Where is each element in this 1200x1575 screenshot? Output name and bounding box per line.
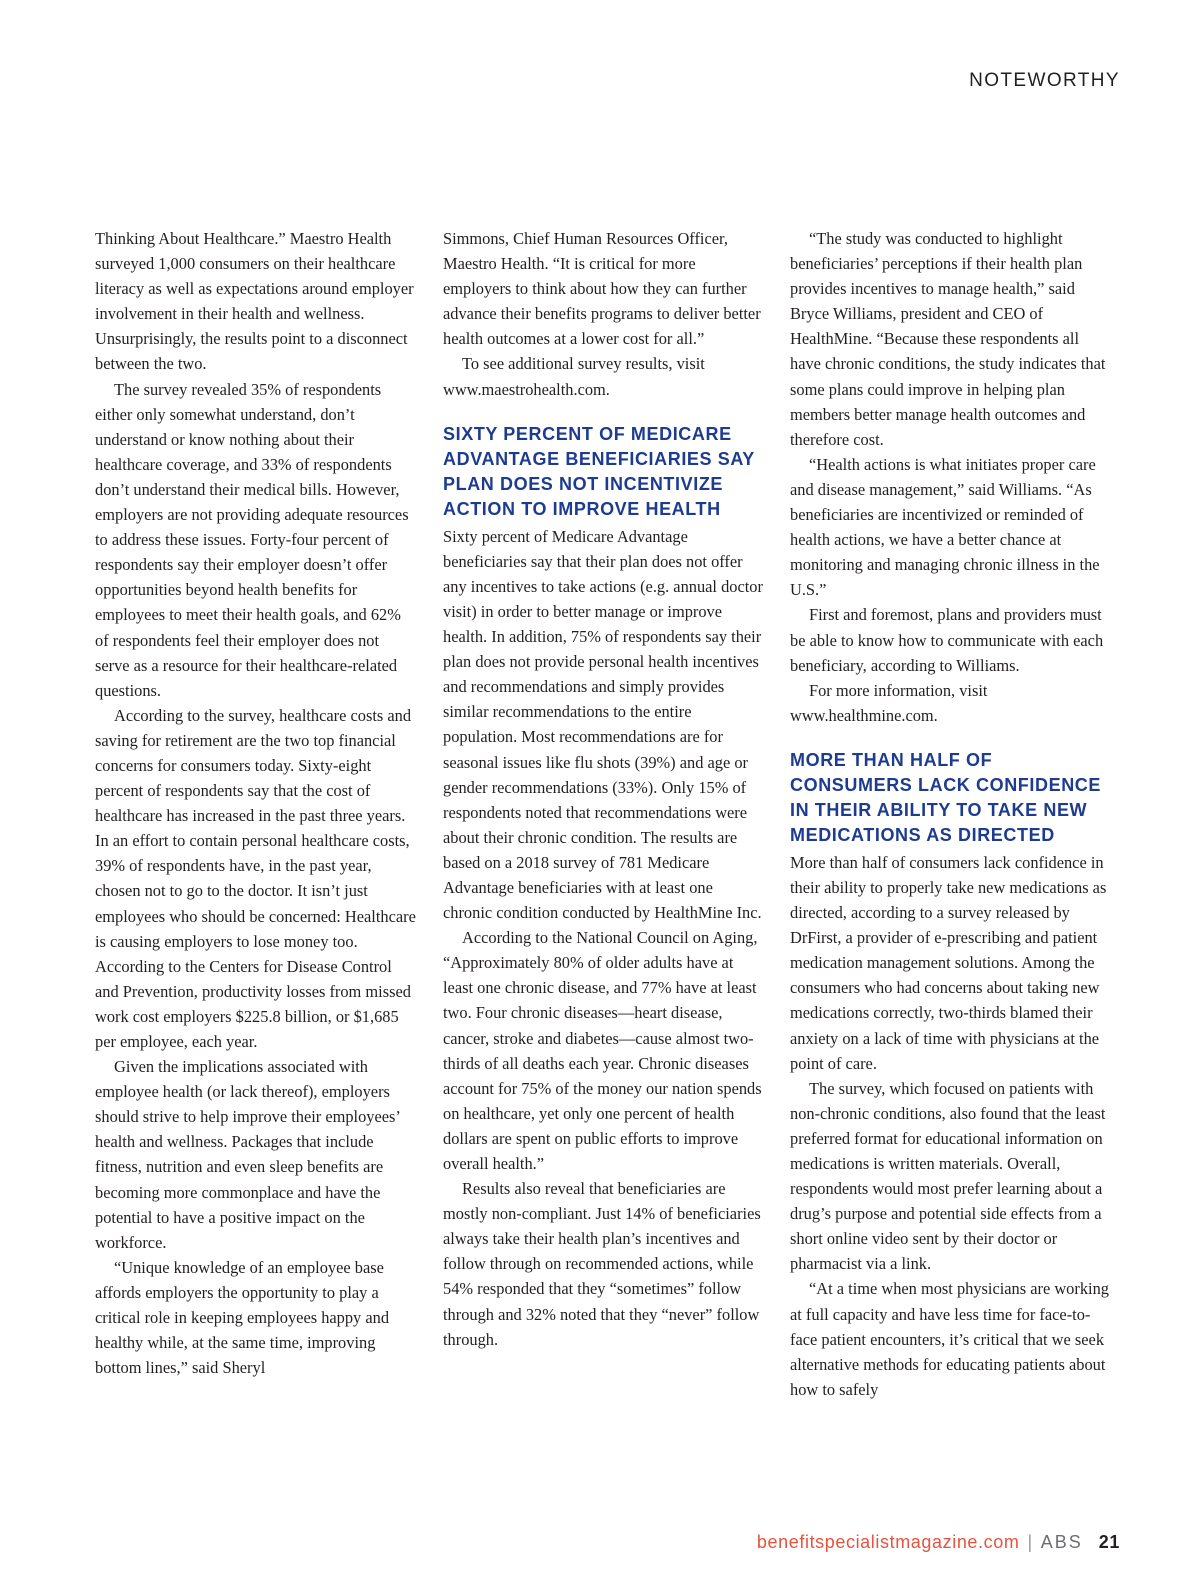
- body-paragraph: Results also reveal that beneficiaries are mostly non-compliant. Just 14% of beneficiaries always take their health plan’s incentives and follow through on recommended actions, while 54% responded that they “sometimes” follow through and 32% noted that they “never” follow through.: [443, 1179, 761, 1349]
- body-paragraph: According to the National Council on Aging, “Approximately 80% of older adults have at least one chronic disease, and 77% have at least two. Four chronic diseases—heart disease, cancer, stroke and diabetes—cause almost two-thirds of all deaths each year. Chronic diseases account for 75% of the money our nation spends on healthcare, yet only one percent of health dollars are spent on public efforts to improve overall health.”: [443, 928, 762, 1173]
- body-paragraph: Sixty percent of Medicare Advantage beneficiaries say that their plan does not offer any incentives to take actions (e.g. annual doctor visit) in order to better manage or improve health. In addition, 75% of respondents say their plan does not provide personal health incentives and recommendations and simply provides similar recommendations to the entire population. Most recommendations are for seasonal issues like flu shots (39%) and age or gender recommendations (33%). Only 15% of respondents noted that recommendations were about their chronic condition. The results are based on a 2018 survey of 781 Medicare Advantage beneficiaries with at least one chronic condition conducted by HealthMine Inc.: [443, 526, 763, 923]
- body-paragraph: More than half of consumers lack confidence in their ability to properly take new medications as directed, according to a survey released by DrFirst, a provider of e-prescribing and patient medication management solutions. Among the consumers who had concerns about taking new medications correctly, two-thirds blamed their anxiety on a lack of time with physicians at the point of care.: [790, 852, 1107, 1073]
- body-paragraph: Simmons, Chief Human Resources Officer, Maestro Health. “It is critical for more employers to think about how they can further advance their benefits programs to deliver better health outcomes at a lower cost for all.”: [443, 229, 761, 349]
- body-paragraph: “The study was conducted to highlight beneficiaries’ perceptions if their health plan provides incentives to manage health,” said Bryce Williams, president and CEO of HealthMine. “Because these respondents all have chronic conditions, the study indicates that some plans could improve in helping plan members better manage health outcomes and therefore cost.: [790, 229, 1106, 449]
- footer-website: benefitspecialistmagazine.com: [756, 1532, 1020, 1552]
- section-subhead: MORE THAN HALF OF CONSUMERS LACK CONFIDENCE IN THEIR ABILITY TO TAKE NEW MEDICATIONS AS DIRECTED: [790, 749, 1102, 845]
- body-paragraph: To see additional survey results, visit www.maestrohealth.com.: [443, 354, 705, 399]
- page-number: 21: [1098, 1532, 1120, 1552]
- body-paragraph: The survey, which focused on patients with non-chronic conditions, also found that the least preferred format for educational information on medications is written materials. Overall, respondents would most prefer learning about a drug’s purpose and potential side effects from a short online video sent by their doctor or pharmacist via a link.: [790, 1078, 1106, 1274]
- body-paragraph: “At a time when most physicians are working at full capacity and have less time for face-to-face patient encounters, it’s critical that we seek alternative methods for educating patients about how to safely: [790, 1279, 1109, 1399]
- section-label: NOTEWORTHY: [969, 70, 1120, 91]
- body-paragraph: “Health actions is what initiates proper care and disease management,” said Williams. “As beneficiaries are incentivized or reminded of health actions, we have a better chance at monitoring and managing chronic illness in the U.S.”: [790, 454, 1100, 600]
- article-column-2: [443, 226, 765, 1352]
- body-paragraph: According to the survey, healthcare costs and saving for retirement are the two top financial concerns for consumers today. Sixty-eight percent of respondents say that the cost of healthcare has increased in the past three years. In an effort to contain personal healthcare costs, 39% of respondents have, in the past year, chosen not to go to the doctor. It isn’t just employees who should be concerned: Healthcare is causing employers to lose money too. According to the Centers for Disease Control and Prevention, productivity losses from missed work cost employers $225.8 billion, or $1,685 per employee, each year.: [95, 705, 416, 1051]
- article-column-1: [95, 226, 417, 1380]
- body-paragraph: Given the implications associated with employee health (or lack thereof), employers should strive to help improve their employees’ health and wellness. Packages that include fitness, nutrition and even sleep benefits are becoming more commonplace and have the potential to have a positive impact on the workforce.: [95, 1057, 400, 1252]
- page-footer: [757, 1532, 1120, 1553]
- article-column-3: [790, 226, 1112, 1402]
- body-paragraph: Thinking About Healthcare.” Maestro Health surveyed 1,000 consumers on their healthcare literacy as well as expectations around employer involvement in their health and wellness. Unsurprisingly, the results point to a disconnect between the two.: [95, 229, 414, 374]
- section-subhead: SIXTY PERCENT OF MEDICARE ADVANTAGE BENEFICIARIES SAY PLAN DOES NOT INCENTIVIZE ACTION TO IMPROVE HEALTH: [443, 423, 755, 519]
- body-paragraph: The survey revealed 35% of respondents either only somewhat understand, don’t understand or know nothing about their healthcare coverage, and 33% of respondents don’t understand their medical bills. However, employers are not providing adequate resources to address these issues. Forty-four percent of respondents say their employer doesn’t offer opportunities beyond health benefits for employees to meet their health goals, and 62% of respondents feel their employer does not serve as a resource for their healthcare-related questions.: [95, 379, 409, 700]
- body-paragraph: First and foremost, plans and providers must be able to know how to communicate with each beneficiary, according to Williams.: [790, 605, 1104, 675]
- footer-separator: |: [1027, 1532, 1033, 1552]
- body-paragraph: “Unique knowledge of an employee base affords employers the opportunity to play a critical role in keeping employees happy and healthy while, at the same time, improving bottom lines,” said Sheryl: [95, 1257, 390, 1378]
- footer-publication: ABS: [1040, 1532, 1083, 1552]
- body-paragraph: For more information, visit www.healthmine.com.: [790, 680, 988, 725]
